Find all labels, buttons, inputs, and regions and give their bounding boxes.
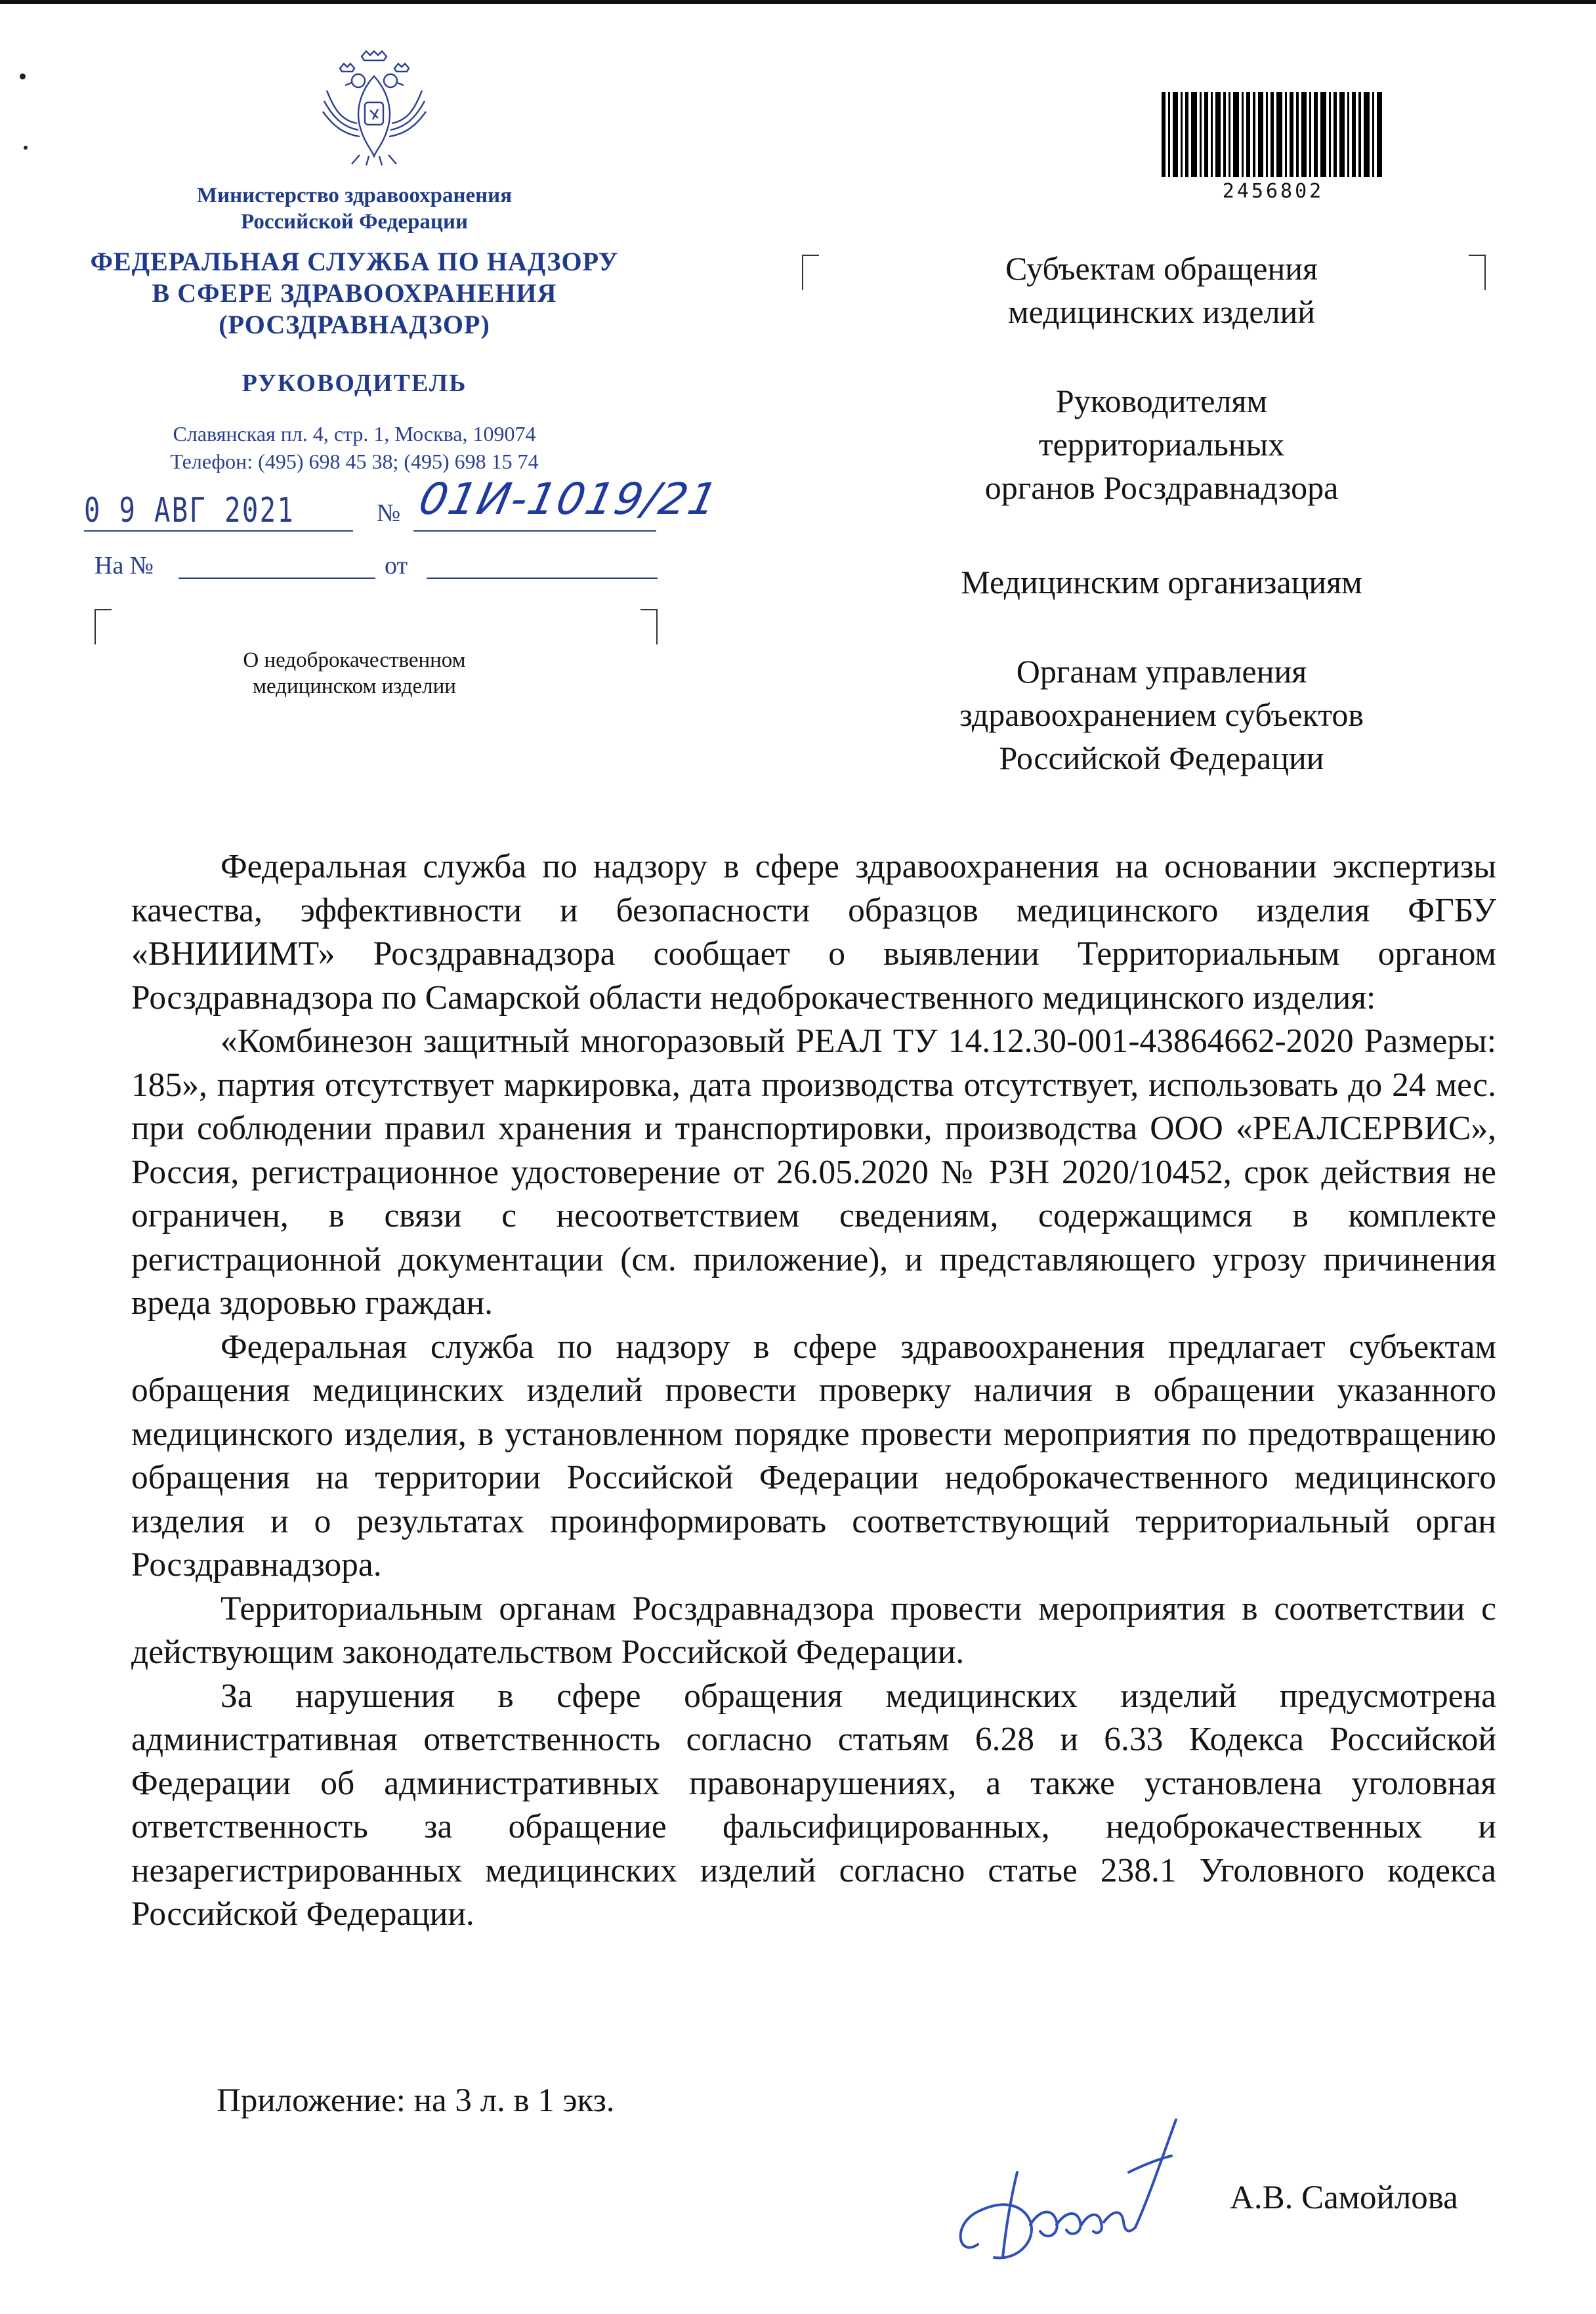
recipient-2 — [892, 379, 1431, 509]
recipient-2-line-2: территориальных — [1038, 426, 1285, 463]
scan-speck — [20, 74, 26, 79]
signatory-name: А.В. Самойлова — [1230, 2179, 1458, 2216]
body-paragraph-5: За нарушения в сфере обращения медицинских изделий предусмотрена административная ответственность согласно статьям 6.28 и 6.33 Кодекса Российской Федерации об административных правонарушениях, а также установлена уголовная ответственность за обращение фальсифицированных, недоброкачественных и незарегистрированных медицинских изделий согласно статье 238.1 Уголовного кодекса Российской Федерации. — [131, 1677, 1496, 1933]
coat-of-arms-emblem-icon — [314, 45, 435, 169]
phone: Телефон: (495) 698 45 38; (495) 698 15 74 — [170, 450, 539, 473]
recipient-4-line-2: здравоохранением субъектов — [959, 696, 1364, 733]
from-label: от — [385, 552, 408, 579]
body-paragraph-1: Федеральная служба по надзору в сфере здравоохранения на основании экспертизы качества, эффективности и безопасности образцов медицинского изделия ФГБУ «ВНИИИМТ» Росздравнадзора сообщает о выявлении Территориальным органом Росздравнадзора по Самарской области недоброкачественного медицинского изделия: — [131, 848, 1496, 1017]
recipient-1 — [892, 247, 1431, 333]
address: Славянская пл. 4, стр. 1, Москва, 109074 — [173, 422, 536, 446]
recipient-2-line-3: органов Росздравнадзора — [984, 469, 1339, 506]
body-paragraph-4: Территориальным органам Росздравнадзора провести мероприятия в соответствии с действующим законодательством Российской Федерации. — [131, 1589, 1496, 1671]
position-title: РУКОВОДИТЕЛЬ — [242, 369, 467, 397]
ministry-line-2: Российской Федерации — [241, 210, 468, 234]
subject-line-2: медицинском изделии — [253, 675, 456, 698]
recipient-3 — [892, 560, 1431, 604]
address-corner-right — [1469, 255, 1486, 290]
reply-to-label: На № — [94, 552, 154, 579]
scan-speck — [24, 146, 28, 150]
ministry-line-1: Министерство здравоохранения — [196, 184, 513, 207]
date-underline — [84, 530, 353, 532]
recipient-3-line-1: Медицинским организациям — [961, 564, 1362, 600]
service-name-line-2: В СФЕРЕ ЗДРАВООХРАНЕНИЯ — [152, 278, 557, 308]
letter-body — [131, 845, 1496, 1937]
body-paragraph-2: «Комбинезон защитный многоразовый РЕАЛ ТУ 14.12.30-001-43864662-2020 Размеры: 185», партия отсутствует маркировка, дата производства отсутствует, использовать до 24 мес. при соблюдении правил хранения и транспортировки, производства ООО «РЕАЛСЕРВИС», Россия, регистрационное удостоверение от 26.05.2020 № РЗН 2020/10452, срок действия не ограничен, в связи с несоответствием сведениям, содержащимся в комплекте регистрационной документации (см. приложение), и представляющего угрозу причинения вреда здоровью граждан. — [131, 1022, 1496, 1322]
subject-corner-left — [94, 609, 112, 644]
subject-corner-right — [640, 609, 658, 644]
recipient-1-line-1: Субъектам обращения — [1005, 250, 1318, 287]
recipient-4-line-3: Российской Федерации — [999, 740, 1324, 776]
reply-date-blank — [427, 578, 658, 579]
recipient-1-line-2: медицинских изделий — [1007, 293, 1316, 330]
recipient-2-line-1: Руководителям — [1055, 383, 1268, 419]
body-paragraph-3: Федеральная служба по надзору в сфере здравоохранения предлагает субъектам обращения медицинских изделий провести проверку наличия в обращении указанного медицинского изделия, в установленном порядке провести мероприятия по предотвращению обращения на территории Российской Федерации недоброкачественного медицинского изделия и о результатах проинформировать соответствующий территориальный орган Росздравнадзора. — [131, 1328, 1496, 1584]
attachment-note: Приложение: на 3 л. в 1 экз. — [217, 2082, 615, 2119]
barcode-number: 2456802 — [1222, 180, 1324, 203]
recipient-4 — [892, 650, 1431, 780]
recipient-4-line-1: Органам управления — [1016, 653, 1307, 690]
barcode-icon — [1162, 92, 1385, 177]
page-top-edge — [0, 0, 1596, 4]
address-corner-left — [802, 255, 819, 290]
service-name-line-1: ФЕДЕРАЛЬНАЯ СЛУЖБА ПО НАДЗОРУ — [90, 247, 619, 276]
number-underline — [413, 530, 656, 532]
subject-line-1: О недоброкачественном — [243, 648, 466, 672]
service-name-line-3: (РОСЗДРАВНАДЗОР) — [219, 310, 490, 339]
handwritten-signature-icon — [932, 2093, 1234, 2284]
subject-line — [138, 647, 571, 700]
registration-number-handwritten: 01И-1019/21 — [414, 474, 723, 524]
reply-number-blank — [178, 578, 375, 579]
number-sign: № — [377, 499, 401, 527]
registration-date-stamp: 0 9 АВГ 2021 — [84, 491, 295, 530]
